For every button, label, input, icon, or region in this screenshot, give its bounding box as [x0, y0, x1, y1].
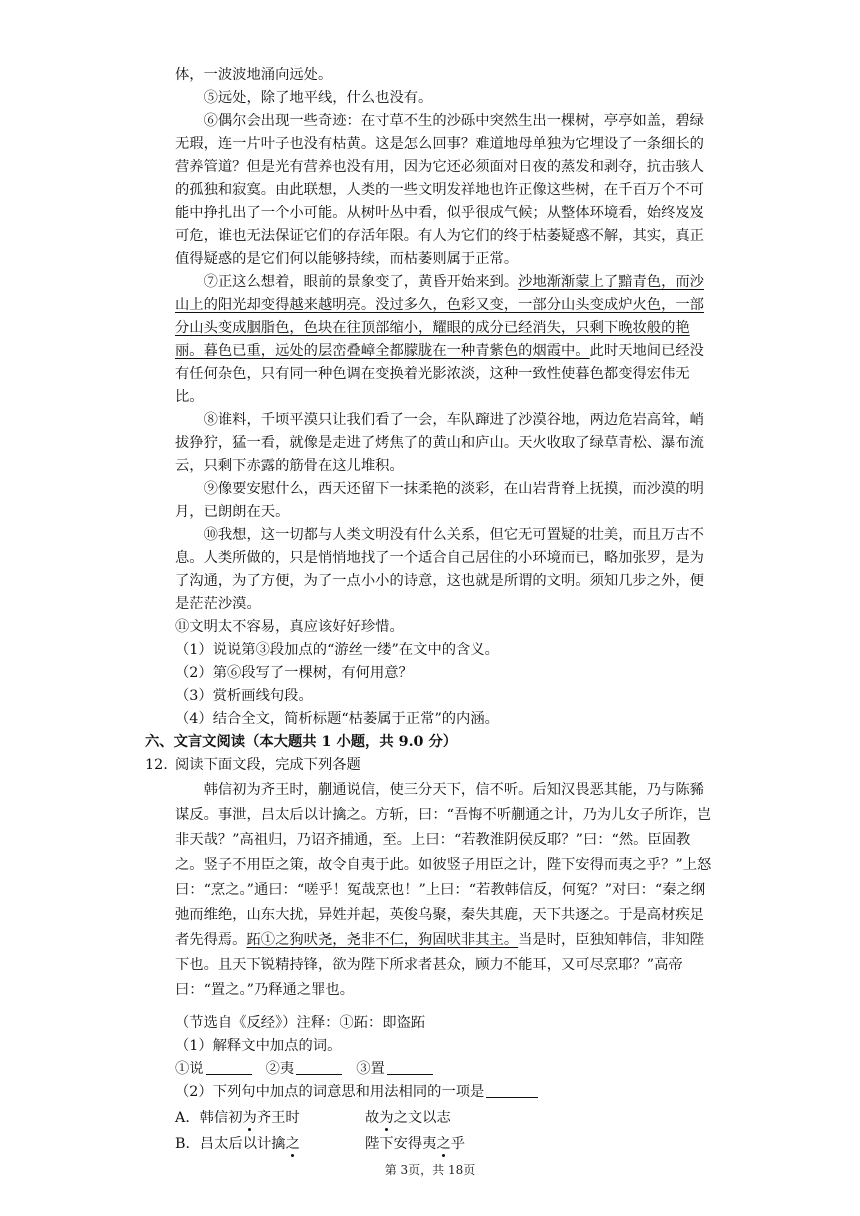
classical-underlined-sentence: 跖①之狗吠尧，尧非不仁，狗固吠非其主。 [246, 932, 519, 948]
subquestion-1: （1）解释文中加点的词。 [175, 1038, 342, 1054]
classical-passage [175, 778, 715, 1003]
question-1: （1）说说第③段加点的“游丝一缕”在文中的含义。 [175, 642, 499, 658]
option-b-compare-text-2: 乎 [450, 1136, 466, 1152]
option-b-compare [365, 1133, 465, 1156]
question-2: （2）第⑥段写了一棵树，有何用意？ [175, 665, 413, 681]
passage-paragraph: 体，一波波地涌向远处。 [175, 67, 333, 83]
answer-blank-3[interactable] [387, 1060, 433, 1075]
answer-blank-4[interactable] [486, 1083, 538, 1098]
question-4: （4）结合全文，简析标题“枯萎属于正常”的内涵。 [175, 711, 499, 727]
classical-text: 韩信初为齐王时，蒯通说信，使三分天下，信不听。后知汉畏恶其能，乃与陈豨谋反。事泄，吕太后以计擒之。方斩，曰：“吾悔不听蒯通之计，乃为儿女子所诈，岂非天哉？”高祖归，乃诏齐捕通，至。上曰：“若教淮阴侯反耶？”曰：“然。臣固教之。竖子不用臣之策，故令自夷于此。如彼竖子用臣之计，陛下安得而夷之乎？”上怒曰：“烹之。”通曰：“嗟乎！冤哉烹也！”上曰：“若教韩信反，何冤？”对曰：“秦之纲弛而维绝，山东大扰，异姓并起，英俊乌聚，秦失其鹿，天下共逐之。于是高材疾足者先得焉。 [175, 782, 712, 948]
option-b [175, 1133, 300, 1156]
option-a-compare [365, 1107, 451, 1130]
option-a-text: 齐王时 [256, 1110, 300, 1126]
question-number: 12. [145, 757, 168, 773]
classical-text-tail: 当是时，臣独知韩信，非知陛下也。且天下锐精持锋，欲为陛下所求者甚众，顾力不能耳，又可尽烹耶？”高帝曰：“置之。”乃释通之罪也。 [175, 932, 704, 998]
question-3: （3）赏析画线句段。 [175, 688, 313, 704]
dotted-word: 之 [436, 1136, 451, 1152]
option-a-compare-text-2: 之文以志 [393, 1110, 451, 1126]
dotted-word: 之 [285, 1136, 300, 1152]
option-a-compare-text: 故 [365, 1110, 380, 1126]
subquestion-2-text: （2）下列句中加点的词意思和用法相同的一项是 [175, 1084, 485, 1100]
p7-lead: ⑦正这么想着，眼前的景象变了，黄昏开始来到。 [203, 274, 519, 290]
passage-paragraph-10: ⑩我想，这一切都与人类文明没有什么关系，但它无可置疑的壮美，而且万古不息。人类所做的，只是悄悄地找了一个适合自己居住的小环境而已，略加张罗，是为了沟通，为了方便，为了一点小小的诗意，这也就是所谓的文明。须知几步之外，便是茫茫沙漠。 [175, 527, 704, 612]
source-note: （节选自《反经》）注释：①跖：即盗跖 [175, 1015, 426, 1031]
p7-underlined-passage: 沙地渐渐蒙上了黯青色，而沙山上的阳光却变得越来越明亮。没过多久，色彩又变，一部分山头变成炉火色，一部分山头变成胭脂色，色块在往顶部缩小，耀眼的成分已经消失，只剩下晚妆般的艳丽。暮色已重，远处的层峦叠嶂全都朦胧在一种青紫色的烟霞中。 [175, 274, 704, 359]
page-footer: 第 3页，共 18页 [384, 1163, 476, 1177]
passage-paragraph-11: ⑪文明太不容易，真应该好好珍惜。 [175, 619, 404, 635]
passage-paragraph-7 [175, 271, 715, 409]
dotted-word: 为 [379, 1110, 394, 1126]
option-b-compare-text: 陛下安得夷 [365, 1136, 437, 1152]
word-1: ①说 [175, 1061, 204, 1077]
subquestion-1-blanks [175, 1058, 433, 1081]
question-instruction: 阅读下面文段，完成下列各题 [175, 757, 361, 773]
subquestion-2 [175, 1081, 538, 1104]
option-b-label: B．吕太后以计擒 [175, 1136, 286, 1152]
answer-blank-2[interactable] [296, 1060, 342, 1075]
word-3: ③置 [356, 1061, 385, 1077]
passage-paragraph-6: ⑥偶尔会出现一些奇迹：在寸草不生的沙砾中突然生出一棵树，亭亭如盖，碧绿无瑕，连一片叶子也没有枯黄。这是怎么回事？难道地母单独为它埋设了一条细长的营养管道？但是光有营养也没有用，因为它还必须面对日夜的蒸发和剥夺，抗击骇人的孤独和寂寞。由此联想，人类的一些文明发祥地也许正像这些树，在千百万个不可能中挣扎出了一个小可能。从树叶丛中看，似乎很成气候；从整体环境看，始终岌岌可危，谁也无法保证它们的存活年限。有人为它们的终于枯萎疑惑不解，其实，真正值得疑惑的是它们何以能够持续，而枯萎则属于正常。 [175, 113, 704, 267]
word-2: ②夷 [265, 1061, 295, 1077]
passage-paragraph-8: ⑧谁料，千顷平漠只让我们看了一会，车队蹿进了沙漠谷地，两边危岩高耸，峭拔狰狞，猛一看，就像是走进了烤焦了的黄山和庐山。天火收取了绿草青松、瀑布流云，只剩下赤露的筋骨在这儿堆积。 [175, 412, 704, 474]
option-a-label: A．韩信初 [175, 1110, 243, 1126]
passage-paragraph-5: ⑤远处，除了地平线，什么也没有。 [203, 90, 433, 106]
option-a [175, 1107, 300, 1130]
answer-blank-1[interactable] [206, 1060, 252, 1075]
dotted-word: 为 [242, 1110, 257, 1126]
section-heading: 六、文言文阅读（本大题共 1 小题，共 9.0 分） [145, 734, 458, 750]
p7-tail: 此时天地间已经没有任何杂色，只有同一种色调在变换着光影浓淡，这种一致性使暮色都变得宏伟无比。 [175, 343, 704, 405]
passage-paragraph-9: ⑨像要安慰什么，西天还留下一抹柔艳的淡彩，在山岩背脊上抚摸，而沙漠的明月，已朗朗在天。 [175, 481, 704, 520]
